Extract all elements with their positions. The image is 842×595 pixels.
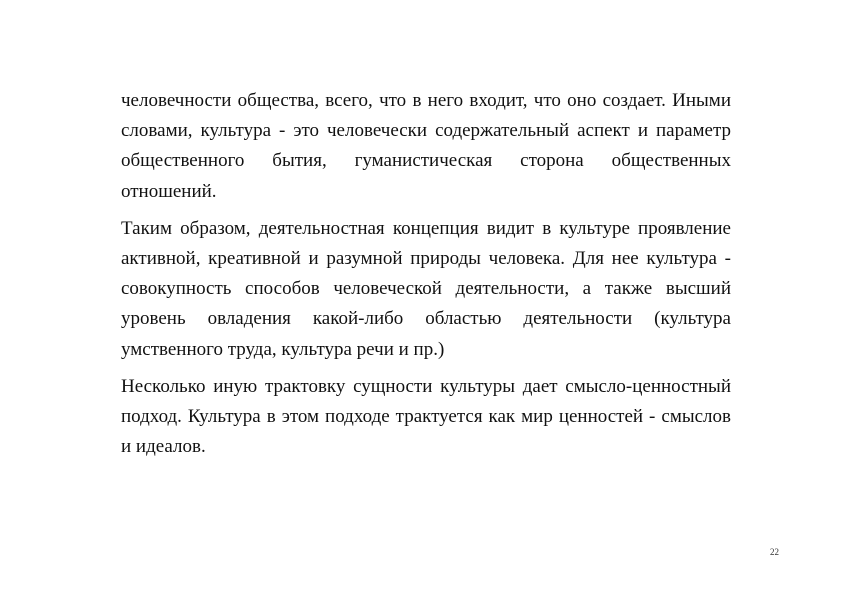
paragraph-2: Таким образом, деятельностная концепция видит в культуре проявление активной, креативной и разумной природы человека. Для нее культура - совокупность способов человеческой деятельности, а также высший уровень овладения какой-либо областью деятельности (культура умственного труда, культура речи и пр.): [121, 217, 731, 360]
page-number: 22: [770, 547, 779, 557]
body-text: [121, 86, 731, 469]
paragraph-3: Несколько иную трактовку сущности культуры дает смысло-ценностный подход. Культура в этом подходе трактуется как мир ценностей - смыслов и идеалов.: [121, 375, 731, 458]
paragraph-1: человечности общества, всего, что в него входит, что оно создает. Иными словами, культура - это человечески содержательный аспект и параметр общественного бытия, гуманистическая сторона общественных отношений.: [121, 90, 731, 202]
